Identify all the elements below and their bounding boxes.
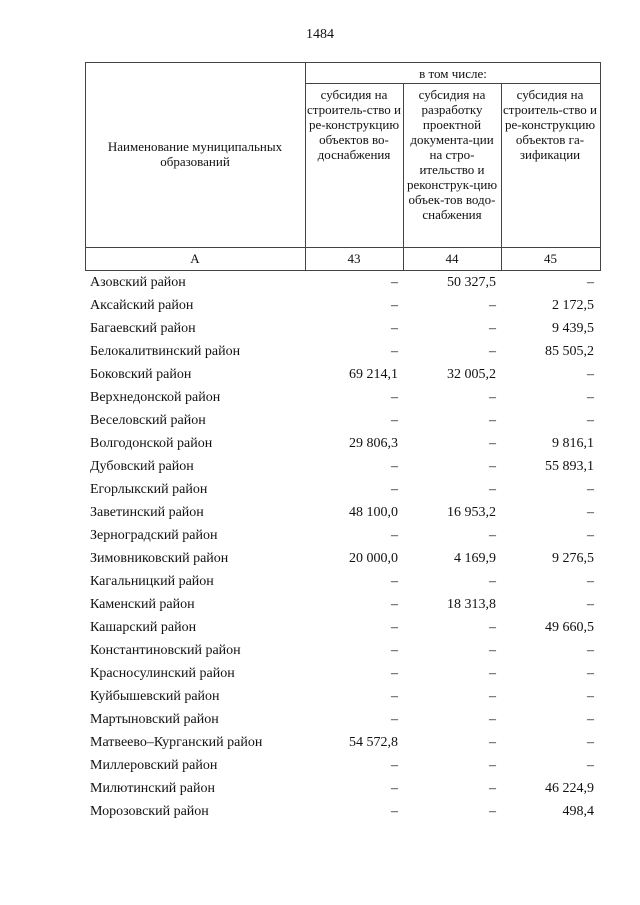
row-value-44: 18 313,8 <box>447 597 496 612</box>
row-value-43: – <box>391 643 398 658</box>
row-name: Веселовский район <box>90 413 206 428</box>
row-name: Зимовниковский район <box>90 551 229 566</box>
row-value-43: – <box>391 574 398 589</box>
row-name: Боковский район <box>90 367 192 382</box>
row-value-43: 54 572,8 <box>349 735 398 750</box>
row-value-43: – <box>391 666 398 681</box>
row-value-45: – <box>587 689 594 704</box>
row-value-45: – <box>587 712 594 727</box>
row-name: Верхнедонской район <box>90 390 221 405</box>
row-value-43: – <box>391 482 398 497</box>
header-group-label: в том числе: <box>419 66 487 81</box>
row-value-44: – <box>489 436 496 451</box>
row-value-45: 2 172,5 <box>552 298 594 313</box>
row-value-43: 48 100,0 <box>349 505 398 520</box>
table-row <box>90 800 598 823</box>
row-value-43: – <box>391 758 398 773</box>
row-value-43: – <box>391 298 398 313</box>
row-value-44: – <box>489 574 496 589</box>
table-row <box>90 708 598 731</box>
table-row <box>90 593 598 616</box>
table-row <box>90 777 598 800</box>
row-value-44: 50 327,5 <box>447 275 496 290</box>
row-value-45: – <box>587 597 594 612</box>
table-row <box>90 478 598 501</box>
row-name: Белокалитвинский район <box>90 344 241 359</box>
row-value-44: 16 953,2 <box>447 505 496 520</box>
page-number: 1484 <box>306 27 334 42</box>
row-value-45: – <box>587 413 594 428</box>
row-name: Зерноградский район <box>90 528 218 543</box>
header-num-44: 44 <box>445 251 459 266</box>
table-row <box>90 639 598 662</box>
row-value-45: 49 660,5 <box>545 620 594 635</box>
table-header <box>85 62 601 271</box>
row-value-43: – <box>391 620 398 635</box>
row-value-45: – <box>587 275 594 290</box>
row-value-43: – <box>391 804 398 819</box>
row-value-43: – <box>391 597 398 612</box>
row-value-44: – <box>489 758 496 773</box>
row-value-43: – <box>391 321 398 336</box>
table-row <box>90 363 598 386</box>
row-value-44: – <box>489 413 496 428</box>
row-value-43: – <box>391 528 398 543</box>
header-num-43: 43 <box>347 251 361 266</box>
row-value-43: 20 000,0 <box>349 551 398 566</box>
row-value-44: – <box>489 321 496 336</box>
row-name: Волгодонской район <box>90 436 213 451</box>
table-row <box>90 340 598 363</box>
row-value-43: 69 214,1 <box>349 367 398 382</box>
table-row <box>90 731 598 754</box>
table-row <box>90 432 598 455</box>
row-value-44: – <box>489 390 496 405</box>
table-row <box>90 524 598 547</box>
row-value-45: 85 505,2 <box>545 344 594 359</box>
table-row <box>90 754 598 777</box>
row-value-44: – <box>489 735 496 750</box>
row-value-43: – <box>391 712 398 727</box>
row-value-43: – <box>391 781 398 796</box>
row-name: Заветинский район <box>90 505 204 520</box>
row-value-45: – <box>587 482 594 497</box>
row-value-44: – <box>489 482 496 497</box>
table-row <box>90 662 598 685</box>
row-value-44: – <box>489 804 496 819</box>
row-name: Миллеровский район <box>90 758 218 773</box>
row-value-44: – <box>489 666 496 681</box>
row-value-45: – <box>587 735 594 750</box>
header-num-a: А <box>190 251 200 266</box>
table-row <box>90 386 598 409</box>
row-name: Кашарский район <box>90 620 197 635</box>
row-value-45: 498,4 <box>562 804 594 819</box>
row-name: Красносулинский район <box>90 666 235 681</box>
row-name: Дубовский район <box>90 459 194 474</box>
row-name: Азовский район <box>90 275 186 290</box>
row-value-45: 46 224,9 <box>545 781 594 796</box>
row-value-45: 9 276,5 <box>552 551 594 566</box>
table-row <box>90 616 598 639</box>
row-value-44: – <box>489 298 496 313</box>
row-value-45: – <box>587 643 594 658</box>
row-name: Константиновский район <box>90 643 241 658</box>
row-value-45: 9 816,1 <box>552 436 594 451</box>
row-value-44: 32 005,2 <box>447 367 496 382</box>
row-value-43: – <box>391 413 398 428</box>
row-name: Морозовский район <box>90 804 209 819</box>
row-value-43: – <box>391 689 398 704</box>
row-name: Егорлыкский район <box>90 482 208 497</box>
row-value-44: – <box>489 459 496 474</box>
row-value-45: – <box>587 528 594 543</box>
row-value-43: 29 806,3 <box>349 436 398 451</box>
row-value-45: 55 893,1 <box>545 459 594 474</box>
row-name: Багаевский район <box>90 321 196 336</box>
table-row <box>90 271 598 294</box>
row-value-43: – <box>391 459 398 474</box>
row-value-45: – <box>587 505 594 520</box>
table-row <box>90 547 598 570</box>
table-row <box>90 409 598 432</box>
row-value-44: – <box>489 689 496 704</box>
row-name: Каменский район <box>90 597 195 612</box>
row-value-45: – <box>587 666 594 681</box>
row-name: Матвеево–Курганский район <box>90 735 263 750</box>
row-value-44: – <box>489 712 496 727</box>
row-name: Куйбышевский район <box>90 689 220 704</box>
row-value-44: – <box>489 344 496 359</box>
row-name: Милютинский район <box>90 781 216 796</box>
row-name: Мартыновский район <box>90 712 219 727</box>
row-value-44: – <box>489 620 496 635</box>
row-value-44: – <box>489 781 496 796</box>
table-row <box>90 317 598 340</box>
header-col-45: субсидия на строитель-ство и ре-конструкцию объектов га-зификации <box>503 87 597 162</box>
row-name: Аксайский район <box>90 298 194 313</box>
header-col-44: субсидия на разработку проектной документа-ции на стро-ительство и реконструк-цию объек-тов водо-снабжения <box>406 87 498 222</box>
row-value-44: 4 169,9 <box>454 551 496 566</box>
row-value-44: – <box>489 643 496 658</box>
table-row <box>90 294 598 317</box>
row-value-45: – <box>587 574 594 589</box>
table-row <box>90 685 598 708</box>
row-value-45: 9 439,5 <box>552 321 594 336</box>
header-col-43: субсидия на строитель-ство и ре-конструкцию объектов во-доснабжения <box>307 87 401 162</box>
row-value-43: – <box>391 275 398 290</box>
row-name: Кагальницкий район <box>90 574 214 589</box>
table-row <box>90 501 598 524</box>
row-value-43: – <box>391 390 398 405</box>
row-value-44: – <box>489 528 496 543</box>
row-value-45: – <box>587 390 594 405</box>
table-row <box>90 570 598 593</box>
row-value-45: – <box>587 367 594 382</box>
header-num-45: 45 <box>544 251 557 266</box>
row-value-45: – <box>587 758 594 773</box>
row-value-43: – <box>391 344 398 359</box>
table-row <box>90 455 598 478</box>
header-name-column: Наименование муниципальных образований <box>107 139 283 169</box>
